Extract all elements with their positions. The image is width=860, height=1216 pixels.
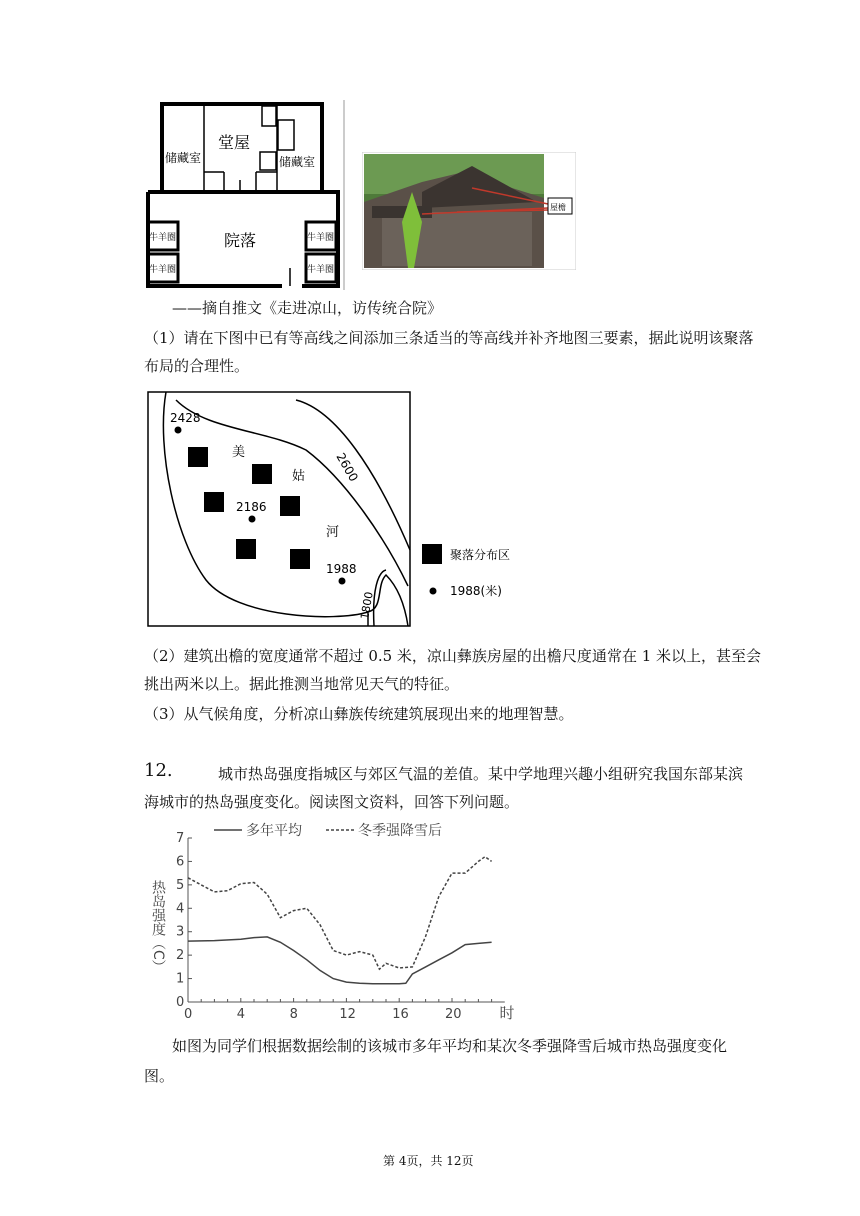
hall-label: 堂屋 (218, 133, 251, 152)
x-axis-label: 时 (499, 1004, 515, 1022)
y-tick-label: 6 (176, 854, 185, 870)
page-footer: 第 4页，共 12页 (383, 1154, 474, 1168)
chart-caption-line2: 图。 (144, 1067, 175, 1085)
y-tick-label: 7 (176, 831, 185, 846)
question-number: 12. (144, 760, 173, 781)
q12-line2: 海城市的热岛强度变化。阅读图文资料，回答下列问题。 (144, 793, 520, 811)
topographic-map (146, 390, 526, 630)
pen-label: 牛羊圈 (149, 265, 177, 275)
series-line-after-snowfall (188, 857, 492, 970)
x-tick-label: 16 (392, 1007, 409, 1022)
x-tick-label: 0 (184, 1007, 193, 1022)
y-tick-label: 5 (176, 877, 185, 893)
legend-settlement: 聚落分布区 (450, 548, 511, 562)
elevation-1988: 1988 (326, 562, 357, 576)
legend-annual-average: 多年平均 (246, 823, 302, 839)
elevation-2186: 2186 (236, 500, 267, 514)
pen-label: 牛羊圈 (149, 233, 177, 243)
contour-2600-label: 2600 (333, 450, 361, 484)
legend-point: 1988(米) (450, 584, 502, 598)
y-tick-label: 0 (176, 995, 185, 1010)
river-char-1: 美 (232, 445, 246, 460)
river-char-2: 姑 (292, 469, 306, 484)
source-line: ——摘自推文《走进凉山，访传统合院》 (172, 299, 443, 317)
chart-caption-line1: 如图为同学们根据数据绘制的该城市多年平均和某次冬季强降雪后城市热岛强度变化 (172, 1037, 728, 1055)
series-line-annual-average (188, 937, 492, 984)
legend-after-snowfall: 冬季强降雪后 (358, 823, 442, 839)
y-axis-label: 热岛强度（C） (150, 880, 166, 974)
y-tick-label: 4 (176, 901, 185, 917)
q1-line1: （1）请在下图中已有等高线之间添加三条适当的等高线并补齐地图三要素，据此说明该聚落 (144, 329, 754, 347)
legend-point-symbol (430, 588, 437, 595)
y-tick-label: 2 (176, 948, 185, 964)
eaves-label: 屋檐 (550, 203, 566, 212)
legend-settlement-symbol (422, 544, 442, 564)
x-tick-label: 12 (339, 1007, 356, 1022)
q3-text: （3）从气候角度，分析凉山彝族传统建筑展现出来的地理智慧。 (144, 705, 574, 723)
x-tick-label: 4 (236, 1007, 246, 1022)
q2-line1: （2）建筑出檐的宽度通常不超过 0.5 米，凉山彝族房屋的出檐尺度通常在 1 米以上，甚至会 (144, 647, 762, 665)
pen-label: 牛羊圈 (307, 265, 335, 275)
heat-island-chart (140, 816, 540, 1032)
storage-right-label: 储藏室 (279, 155, 316, 169)
q1-line2: 布局的合理性。 (144, 357, 250, 375)
storage-left-label: 储藏室 (165, 151, 202, 165)
q2-line2: 挑出两米以上。据此推测当地常见天气的特征。 (144, 675, 460, 693)
q12-line1: 城市热岛强度指城区与郊区气温的差值。某中学地理兴趣小组研究我国东部某滨 (218, 765, 744, 783)
contour-1800-label: 1800 (358, 590, 376, 621)
courtyard-label: 院落 (224, 231, 257, 250)
y-tick-label: 3 (176, 924, 185, 940)
pen-label: 牛羊圈 (307, 233, 335, 243)
x-tick-label: 8 (289, 1007, 298, 1022)
y-tick-label: 1 (176, 971, 185, 987)
elevation-2428: 2428 (170, 411, 201, 425)
x-tick-label: 20 (445, 1007, 462, 1022)
house-photo (362, 152, 576, 270)
courtyard-floor-plan (140, 100, 350, 290)
river-char-3: 河 (326, 525, 340, 540)
